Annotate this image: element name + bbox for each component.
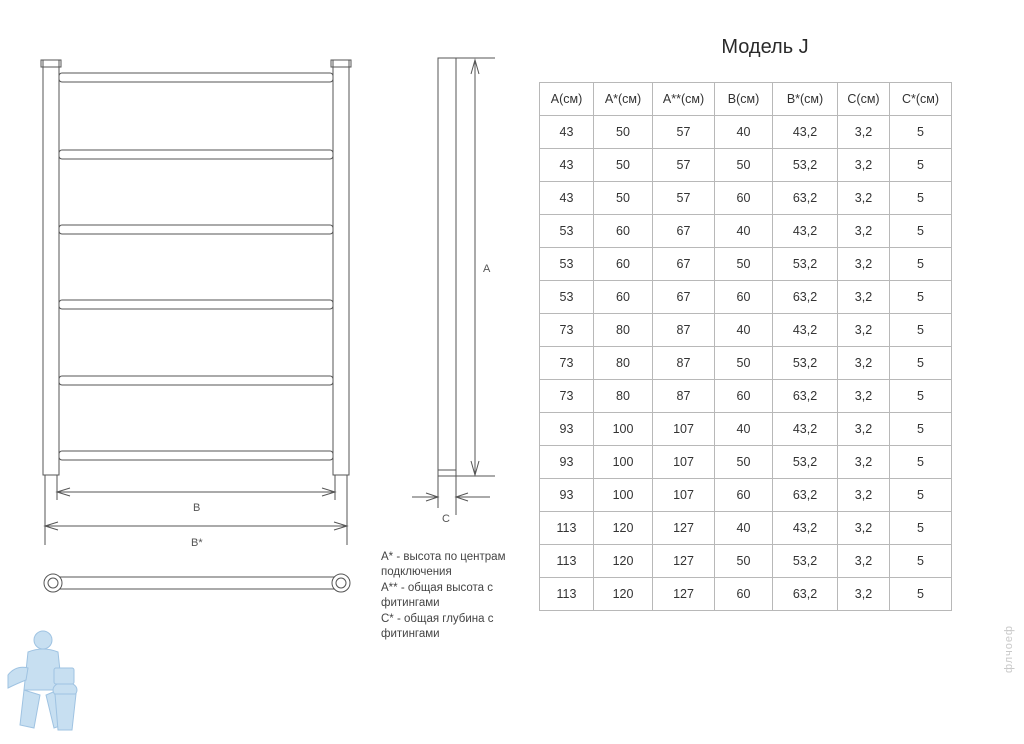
column-header: A*(см) [594, 83, 653, 116]
table-row [540, 479, 952, 512]
table-cell: 5 [890, 149, 952, 182]
table-cell: 40 [715, 413, 773, 446]
column-header: C*(см) [890, 83, 952, 116]
table-cell: 43 [540, 182, 594, 215]
table-cell: 43,2 [773, 512, 838, 545]
rail-rung [59, 73, 333, 82]
table-cell: 53 [540, 281, 594, 314]
table-cell: 127 [653, 545, 715, 578]
column-header: C(см) [838, 83, 890, 116]
table-row [540, 182, 952, 215]
column-header: B(см) [715, 83, 773, 116]
table-row [540, 149, 952, 182]
table-cell: 3,2 [838, 380, 890, 413]
table-cell: 43,2 [773, 413, 838, 446]
table-cell: 127 [653, 512, 715, 545]
table-cell: 60 [715, 380, 773, 413]
table-cell: 93 [540, 479, 594, 512]
table-cell: 3,2 [838, 347, 890, 380]
table-cell: 3,2 [838, 578, 890, 611]
table-cell: 50 [594, 116, 653, 149]
table-cell: 57 [653, 149, 715, 182]
table-cell: 53,2 [773, 347, 838, 380]
table-cell: 73 [540, 380, 594, 413]
table-cell: 5 [890, 347, 952, 380]
table-cell: 57 [653, 116, 715, 149]
table-cell: 100 [594, 479, 653, 512]
table-cell: 5 [890, 413, 952, 446]
table-cell: 80 [594, 347, 653, 380]
table-cell: 3,2 [838, 149, 890, 182]
table-cell: 50 [715, 149, 773, 182]
table-cell: 3,2 [838, 512, 890, 545]
table-header-row [540, 83, 952, 116]
dim-label-b: B [193, 502, 201, 514]
table-cell: 50 [715, 248, 773, 281]
table-row [540, 545, 952, 578]
page-title: Модель J [721, 36, 809, 58]
table-cell: 113 [540, 512, 594, 545]
legend-item-a-double-star: A** - общая высота с фитингами [381, 581, 493, 610]
table-cell: 50 [715, 446, 773, 479]
table-cell: 43,2 [773, 116, 838, 149]
table-row [540, 413, 952, 446]
dimensions-table [539, 82, 952, 611]
plumber-mascot-icon [8, 631, 77, 730]
rail-rung [59, 451, 333, 460]
table-row [540, 248, 952, 281]
table-cell: 67 [653, 281, 715, 314]
table-cell: 87 [653, 347, 715, 380]
table-cell: 120 [594, 512, 653, 545]
dim-label-b-star: B* [191, 537, 203, 549]
table-cell: 63,2 [773, 380, 838, 413]
table-cell: 3,2 [838, 314, 890, 347]
table-cell: 73 [540, 347, 594, 380]
table-cell: 3,2 [838, 248, 890, 281]
table-cell: 5 [890, 116, 952, 149]
table-cell: 60 [715, 479, 773, 512]
table-cell: 3,2 [838, 413, 890, 446]
table-cell: 113 [540, 545, 594, 578]
table-cell: 113 [540, 578, 594, 611]
table-cell: 60 [594, 248, 653, 281]
table-cell: 107 [653, 446, 715, 479]
rail-rung [59, 225, 333, 234]
table-cell: 50 [594, 182, 653, 215]
table-cell: 5 [890, 248, 952, 281]
column-header: B*(см) [773, 83, 838, 116]
column-header: A**(см) [653, 83, 715, 116]
table-cell: 3,2 [838, 281, 890, 314]
table-row [540, 281, 952, 314]
dim-label-a: A [483, 263, 491, 275]
table-cell: 5 [890, 512, 952, 545]
table-cell: 67 [653, 248, 715, 281]
table-cell: 63,2 [773, 479, 838, 512]
table-cell: 120 [594, 578, 653, 611]
table-cell: 40 [715, 512, 773, 545]
table-cell: 53,2 [773, 248, 838, 281]
rail-rung [59, 150, 333, 159]
side-view-drawing [412, 58, 495, 515]
table-row [540, 347, 952, 380]
table-row [540, 512, 952, 545]
table-cell: 107 [653, 413, 715, 446]
table-cell: 80 [594, 314, 653, 347]
table-row [540, 578, 952, 611]
table-row [540, 446, 952, 479]
table-cell: 50 [594, 149, 653, 182]
table-cell: 40 [715, 116, 773, 149]
table-cell: 100 [594, 413, 653, 446]
table-cell: 93 [540, 446, 594, 479]
table-cell: 5 [890, 578, 952, 611]
rail-rung [59, 376, 333, 385]
top-view-drawing [44, 574, 350, 592]
table-cell: 5 [890, 281, 952, 314]
table-cell: 57 [653, 182, 715, 215]
rail-rung [59, 300, 333, 309]
table-row [540, 380, 952, 413]
table-cell: 53 [540, 215, 594, 248]
table-cell: 40 [715, 215, 773, 248]
table-cell: 87 [653, 314, 715, 347]
table-cell: 87 [653, 380, 715, 413]
table-cell: 53 [540, 248, 594, 281]
table-cell: 67 [653, 215, 715, 248]
table-cell: 43,2 [773, 314, 838, 347]
table-cell: 100 [594, 446, 653, 479]
table-cell: 5 [890, 380, 952, 413]
table-cell: 5 [890, 314, 952, 347]
table-cell: 60 [715, 182, 773, 215]
table-cell: 120 [594, 545, 653, 578]
table-cell: 3,2 [838, 446, 890, 479]
table-cell: 3,2 [838, 116, 890, 149]
table-cell: 5 [890, 446, 952, 479]
table-cell: 5 [890, 182, 952, 215]
table-cell: 63,2 [773, 578, 838, 611]
table-cell: 60 [715, 578, 773, 611]
table-cell: 43 [540, 116, 594, 149]
table-cell: 43,2 [773, 215, 838, 248]
table-cell: 73 [540, 314, 594, 347]
table-cell: 3,2 [838, 182, 890, 215]
table-cell: 127 [653, 578, 715, 611]
legend-item-c-star: C* - общая глубина с фитингами [381, 612, 494, 641]
legend [381, 550, 531, 642]
table-cell: 80 [594, 380, 653, 413]
table-cell: 5 [890, 215, 952, 248]
table-cell: 3,2 [838, 215, 890, 248]
table-cell: 40 [715, 314, 773, 347]
table-row [540, 215, 952, 248]
table-cell: 60 [594, 215, 653, 248]
table-cell: 53,2 [773, 149, 838, 182]
table-cell: 3,2 [838, 545, 890, 578]
table-row [540, 116, 952, 149]
table-cell: 63,2 [773, 281, 838, 314]
front-view-drawing [41, 60, 351, 545]
table-cell: 93 [540, 413, 594, 446]
table-cell: 43 [540, 149, 594, 182]
dim-label-c: C [442, 513, 450, 525]
table-cell: 50 [715, 545, 773, 578]
table-cell: 107 [653, 479, 715, 512]
table-cell: 53,2 [773, 545, 838, 578]
table-cell: 63,2 [773, 182, 838, 215]
table-cell: 50 [715, 347, 773, 380]
table-row [540, 314, 952, 347]
table-cell: 53,2 [773, 446, 838, 479]
legend-item-a-star: A* - высота по центрам подключения [381, 551, 506, 579]
column-header: A(см) [540, 83, 594, 116]
table-cell: 5 [890, 479, 952, 512]
watermark: флчоеф [1003, 625, 1015, 674]
table-cell: 3,2 [838, 479, 890, 512]
table-cell: 60 [594, 281, 653, 314]
table-cell: 60 [715, 281, 773, 314]
table-cell: 5 [890, 545, 952, 578]
